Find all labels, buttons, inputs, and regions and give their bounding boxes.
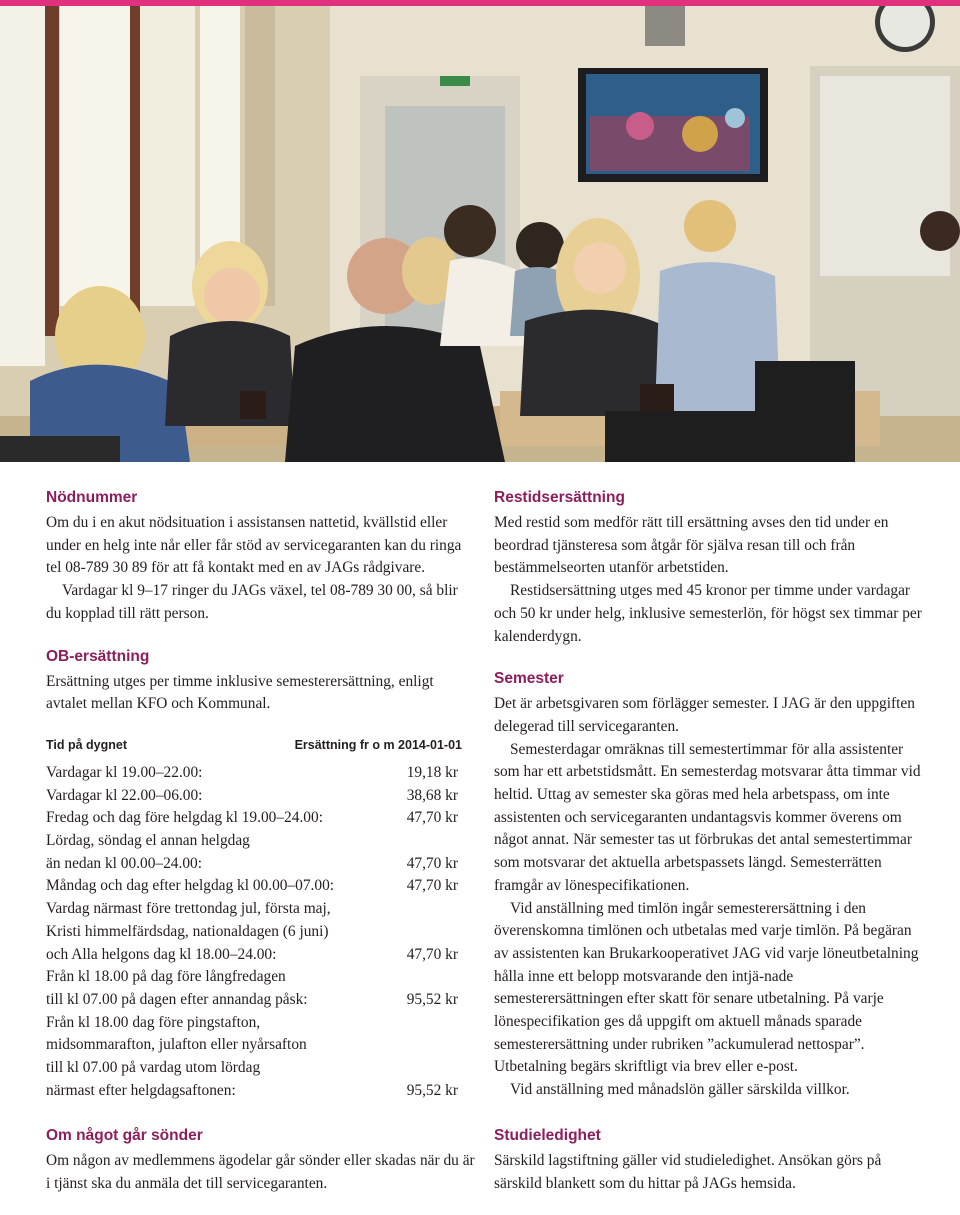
left-column: [46, 486, 476, 1215]
row-value: [388, 1057, 458, 1080]
row-label: midsommarafton, julafton eller nyårsafton: [46, 1036, 307, 1054]
row-label: Måndag och dag efter helgdag kl 00.00–07.00:: [46, 877, 335, 895]
row-label: Kristi himmelfärdsdag, nationaldagen (6 juni): [46, 922, 329, 940]
table-row: [46, 966, 458, 989]
row-value: 95,52 kr: [406, 990, 458, 1008]
table-row: [46, 898, 458, 921]
restid-paragraph-2: Restidsersättning utges med 45 kronor per timme under vardagar och 50 kr under helg, inklusive semesterlön, för högst sex timmar per kalenderdygn.: [494, 582, 922, 645]
section-restidsersattning: [494, 486, 924, 648]
right-column: [494, 486, 924, 1214]
section-nodnummer: [46, 486, 476, 626]
ob-heading: OB-ersättning: [46, 647, 150, 665]
section-studieledighet: [494, 1124, 924, 1195]
row-label: Vardagar kl 22.00–06.00:: [46, 786, 203, 804]
row-value: [388, 921, 458, 944]
semester-paragraph-1: Det är arbetsgivaren som förlägger semester. I JAG är den uppgiften delegerad till servicegaranten.: [494, 695, 915, 735]
table-row: [46, 785, 458, 808]
row-label: Lördag, söndag el annan helgdag: [46, 832, 250, 850]
semester-heading: Semester: [494, 670, 564, 688]
table-row: [46, 1034, 458, 1057]
row-label: Fredag och dag före helgdag kl 19.00–24.00:: [46, 809, 323, 827]
row-label: Från kl 18.00 dag före pingstafton,: [46, 1013, 261, 1031]
ob-table: [46, 762, 476, 1103]
section-semester: [494, 667, 924, 1102]
row-label: till kl 07.00 på dagen efter annandag påsk:: [46, 990, 308, 1008]
row-value: 47,70 kr: [406, 809, 458, 827]
row-value: 47,70 kr: [406, 854, 458, 872]
row-label: Vardag närmast före trettondag jul, första maj,: [46, 900, 331, 918]
table-row: [46, 1080, 458, 1103]
sonder-heading: Om något går sönder: [46, 1127, 203, 1145]
people-in-cafe-photo: [0, 6, 960, 462]
semester-paragraph-4: Vid anställning med månadslön gäller särskilda villkor.: [510, 1081, 850, 1099]
table-row: [46, 921, 458, 944]
ob-header-rate: Ersättning fr o m 2014-01-01: [294, 737, 462, 752]
row-label: Från kl 18.00 på dag före långfredagen: [46, 968, 286, 986]
nodnummer-heading: Nödnummer: [46, 489, 138, 506]
studie-paragraph-1: Särskild lagstiftning gäller vid studieledighet. Ansökan görs på särskild blankett som du hittar på JAGs hemsida.: [494, 1151, 882, 1192]
nodnummer-paragraph-2: Vardagar kl 9–17 ringer du JAGs växel, tel 08-789 30 00, så blir du kopplad till rätt person.: [46, 582, 458, 622]
row-value: 95,52 kr: [406, 1081, 458, 1099]
table-row: [46, 807, 458, 830]
table-row: [46, 1057, 458, 1080]
nodnummer-paragraph-1: Om du i en akut nödsituation i assistansen nattetid, kvällstid eller under en helg inte når eller får stöd av servicegaranten kan du ringa tel 08-789 30 89 för att få kontakt med en av JAGs rådgivare.: [46, 514, 462, 577]
semester-paragraph-3: Vid anställning med timlön ingår semesterersättning i den överenskomna timlönen och utbetalas med varje timlön. På begäran av assistenten kan Brukarkooperativet JAG vid varje löneutbetalning hålla inne ett belopp motsvarande den intjä-nade semesterersättningen efter skatt för senare utbetalning. På varje lönespecifikation ges då uppgift om aktuell månads sparade semesterersättning under rubriken ”ackumulerad nettospar”. Utbetalning begärs skriftligt via brev eller e-post.: [494, 899, 919, 1076]
ob-header-time: Tid på dygnet: [46, 737, 128, 752]
sonder-paragraph-1: Om någon av medlemmens ägodelar går sönder eller skadas när du är i tjänst ska du anmäla det till servicegaranten.: [46, 1152, 475, 1193]
row-value: [388, 966, 458, 989]
table-row: [46, 944, 458, 967]
table-row: [46, 1012, 458, 1035]
section-ob-ersattning: [46, 645, 476, 1103]
table-row: [46, 875, 458, 898]
row-value: 38,68 kr: [406, 786, 458, 804]
row-value: [388, 1034, 458, 1057]
table-row: [46, 989, 458, 1012]
ob-paragraph-1: Ersättning utges per timme inklusive semesterersättning, enligt avtalet mellan KFO och Kommunal.: [46, 672, 434, 713]
restid-paragraph-1: Med restid som medför rätt till ersättning avses den tid under en beordrad tjänsteresa som åtgår för själva resan till och från bestämmelseorten utanför arbetstiden.: [494, 514, 889, 577]
restid-heading: Restidsersättning: [494, 489, 625, 506]
table-row: [46, 853, 458, 876]
semester-paragraph-2: Semesterdagar omräknas till semestertimmar för alla assistenter som har ett arbetstidsmått. En semesterdag motsvarar åtta timmar vid heltid. Uttag av semester ska göras med hela arbetspass, om inte assistenten och servicegaranten undantagsvis kommer överens om något annat. När semester tas ut förbrukas det antal semestertimmar som motsvarar det aktuella arbetspassets längd. Semesterrätten framgår av lönespecifikationen.: [494, 740, 921, 894]
row-label: till kl 07.00 på vardag utom lördag: [46, 1059, 261, 1077]
row-value: [388, 1012, 458, 1035]
row-value: [388, 898, 458, 921]
row-label: och Alla helgons dag kl 18.00–24.00:: [46, 945, 277, 963]
table-row: [46, 762, 458, 785]
row-label: Vardagar kl 19.00–22.00:: [46, 763, 203, 781]
table-row: [46, 830, 458, 853]
row-value: 47,70 kr: [406, 877, 458, 895]
studie-heading: Studieledighet: [494, 1126, 601, 1144]
row-label: än nedan kl 00.00–24.00:: [46, 854, 203, 872]
section-om-nagot-gar-sonder: [46, 1124, 476, 1195]
ob-table-header: [46, 734, 462, 756]
row-label: närmast efter helgdagsaftonen:: [46, 1081, 236, 1099]
row-value: [388, 830, 458, 853]
row-value: 19,18 kr: [406, 763, 458, 781]
row-value: 47,70 kr: [406, 945, 458, 963]
